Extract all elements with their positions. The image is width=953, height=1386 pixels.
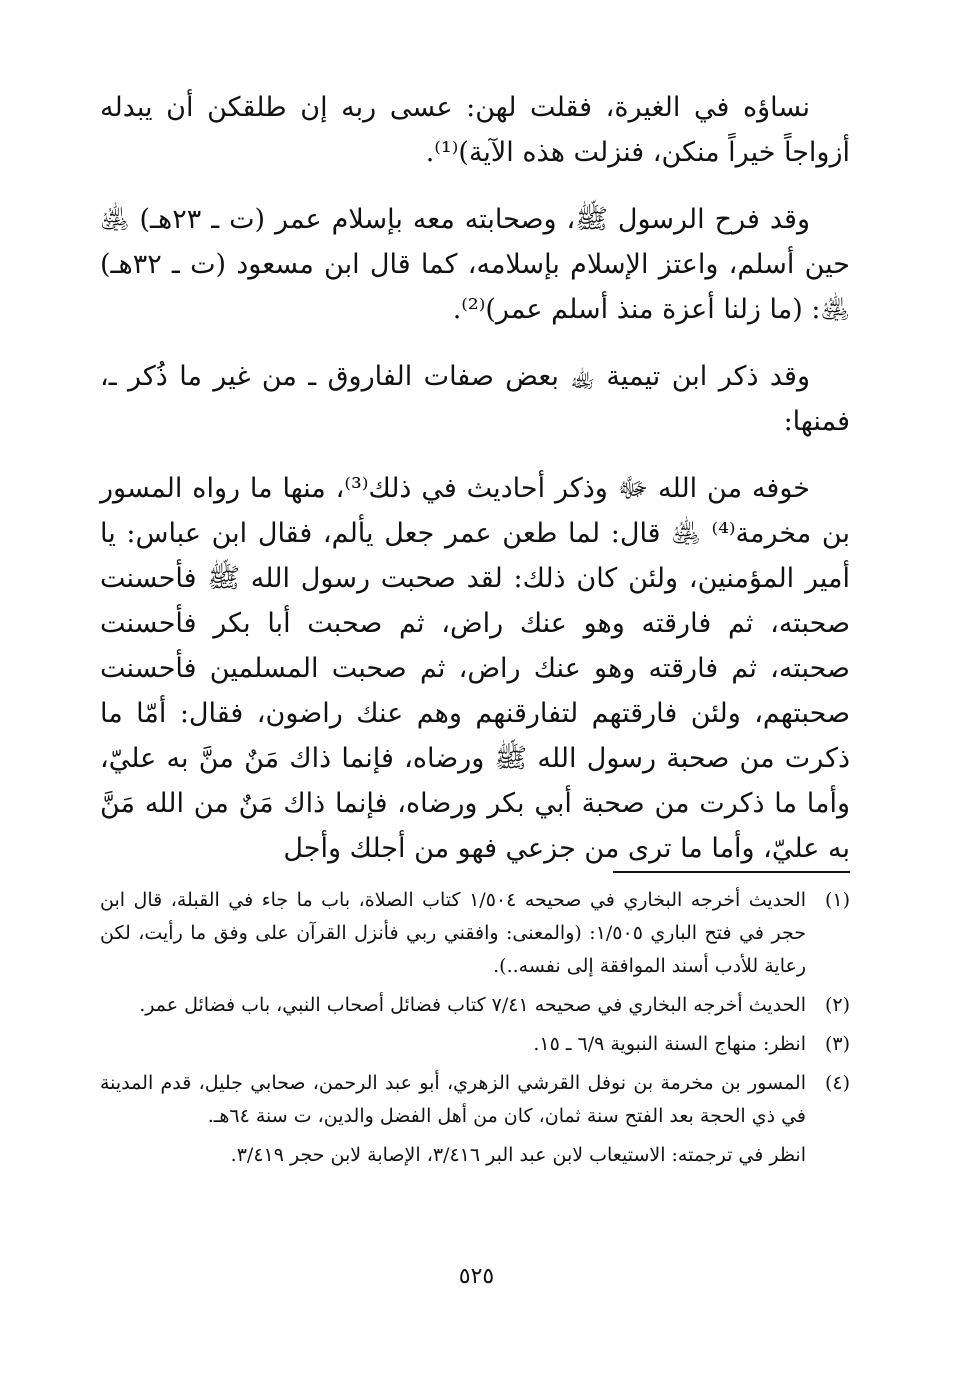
page-number: ٥٢٥ <box>458 1264 495 1289</box>
footnote-number: (٣) <box>824 1033 850 1055</box>
footnote-4-continuation: انظر في ترجمته: الاستيعاب لابن عبد البر ٣/٤١٦، الإصابة لابن حجر ٣/٤١٩. <box>230 1144 806 1166</box>
body-paragraph-4: خوفه من الله ﷻ وذكر أحاديث في ذلك⁽³⁾، منها ما رواه المسور بن مخرمة⁽⁴⁾ ﵁ قال: لما طعن عمر جعل يألم، فقال ابن عباس: يا أمير المؤمنين، ولئن كان ذلك: لقد صحبت رسول الله ﷺ فأحسنت صحبته، ثم فارقته وهو عنك راض، ثم صحبت أبا بكر فأحسنت صحبته، ثم فارقته وهو عنك راض، ثم صحبت المسلمين فأحسنت صحبتهم، ولئن فارقتهم لتفارقنهم وهم عنك راضون، فقال: أمّا ما ذكرت من صحبة رسول الله ﷺ ورضاه، فإنما ذاك مَنٌ منَّ به عليّ، وأما ما ذكرت من صحبة أبي بكر ورضاه، فإنما ذاك مَنٌ من الله مَنَّ به عليّ، وأما ما ترى من جزعي فهو من أجلك وأجل <box>100 473 850 864</box>
body-paragraph-2: وقد فرح الرسول ﷺ، وصحابته معه بإسلام عمر (ت ـ ٢٣هـ) ﵁ حين أسلم، واعتز الإسلام بإسلامه، كما قال ابن مسعود (ت ـ ٣٢هـ) ﵁: (ما زلنا أعزة منذ أسلم عمر)⁽²⁾. <box>100 204 850 325</box>
footnotes <box>100 884 850 1172</box>
footnote-4 <box>100 1067 850 1133</box>
main-text <box>100 85 850 871</box>
footnote-text: انظر: منهاج السنة النبوية ٦/٩ ـ ١٥. <box>533 1033 806 1055</box>
footnote-number: (١) <box>824 889 850 911</box>
footnote-1 <box>100 884 850 983</box>
footnote-2 <box>100 989 850 1022</box>
footnote-number: (٢) <box>824 994 850 1016</box>
footnote-separator <box>613 871 850 873</box>
body-paragraph-1: نساؤه في الغيرة، فقلت لهن: عسى ربه إن طلقكن أن يبدله أزواجاً خيراً منكن، فنزلت هذه الآية)⁽¹⁾. <box>100 92 850 168</box>
footnote-text: الحديث أخرجه البخاري في صحيحه ١/٥٠٤ كتاب الصلاة، باب ما جاء في القبلة، قال ابن حجر في فتح الباري ١/٥٠٥: (والمعنى: وافقني ربي فأنزل القرآن على وفق ما رأيت، لكن رعاية للأدب أسند الموافقة إلى نفسه..). <box>100 889 806 977</box>
footnote-text: الحديث أخرجه البخاري في صحيحه ٧/٤١ كتاب فضائل أصحاب النبي، باب فضائل عمر. <box>139 994 806 1016</box>
footnote-text: المسور بن مخرمة بن نوفل القرشي الزهري، أبو عبد الرحمن، صحابي جليل، قدم المدينة في ذي الحجة بعد الفتح سنة ثمان، كان من أهل الفضل والدين، ت سنة ٦٤هـ. <box>100 1072 806 1127</box>
body-paragraph-3: وقد ذكر ابن تيمية ﵀ بعض صفات الفاروق ـ من غير ما ذُكر ـ، فمنها: <box>100 361 850 437</box>
footnote-3 <box>100 1028 850 1061</box>
footnote-number: (٤) <box>824 1072 850 1094</box>
